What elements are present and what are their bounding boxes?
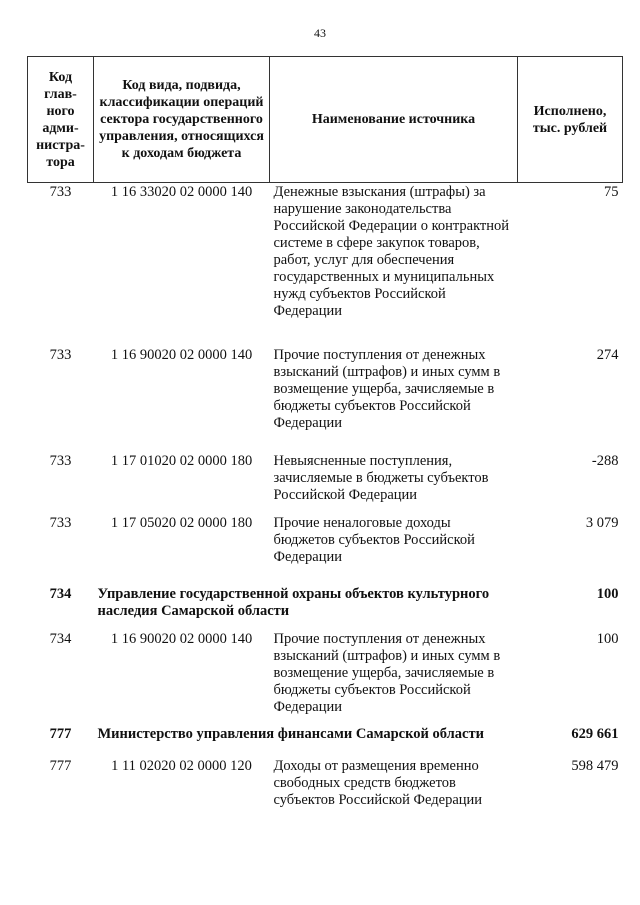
header-classification-code: Код вида, подвида, классификации операций сектора государственного управления, относящихся к доходам бюджета	[94, 57, 270, 183]
amount-cell: 274	[596, 347, 619, 363]
admin-code-cell: 777	[49, 758, 72, 774]
admin-code-cell: 733	[49, 347, 72, 363]
group-row-777	[28, 726, 623, 743]
classification-code-cell: 1 16 90020 02 0000 140	[110, 631, 253, 647]
classification-code-cell: 1 17 05020 02 0000 180	[110, 515, 253, 531]
source-name-cell: Прочие неналоговые доходы бюджетов субъектов Российской Федерации	[273, 515, 475, 565]
group-admin-code: 777	[49, 726, 72, 742]
table-row	[28, 346, 623, 432]
table-row	[28, 514, 623, 566]
group-title: Министерство управления финансами Самарской области	[97, 726, 484, 742]
group-admin-code: 734	[49, 586, 72, 602]
revenue-table	[27, 56, 623, 809]
amount-cell: 100	[596, 631, 619, 647]
source-name-cell: Денежные взыскания (штрафы) за нарушение законодательства Российской Федерации о контрактной системе в сфере закупок товаров, работ, услуг для обеспечения государственных и муниципальных нужд субъектов Российской Федерации	[273, 184, 510, 319]
table-header-row	[28, 57, 623, 183]
amount-cell: 75	[604, 184, 619, 200]
page-number: 43	[314, 26, 326, 40]
amount-cell: -288	[591, 453, 619, 469]
source-name-cell: Прочие поступления от денежных взысканий (штрафов) и иных сумм в возмещение ущерба, зачисляемые в бюджеты субъектов Российской Федерации	[273, 347, 501, 431]
group-amount: 100	[596, 586, 619, 602]
source-name-cell: Невыясненные поступления, зачисляемые в бюджеты субъектов Российской Федерации	[273, 453, 489, 503]
header-amount: Исполнено, тыс. рублей	[518, 57, 623, 183]
amount-cell: 3 079	[585, 515, 619, 531]
classification-code-cell: 1 16 33020 02 0000 140	[110, 184, 253, 200]
admin-code-cell: 733	[49, 453, 72, 469]
source-name-cell: Доходы от размещения временно свободных средств бюджетов субъектов Российской Федерации	[273, 758, 483, 808]
classification-code-cell: 1 16 90020 02 0000 140	[110, 347, 253, 363]
classification-code-cell: 1 17 01020 02 0000 180	[110, 453, 253, 469]
table-row	[28, 452, 623, 504]
admin-code-cell: 734	[49, 631, 72, 647]
admin-code-cell: 733	[49, 184, 72, 200]
header-source-name: Наименование источника	[270, 57, 518, 183]
table-row	[28, 630, 623, 716]
amount-cell: 598 479	[571, 758, 619, 774]
source-name-cell: Прочие поступления от денежных взысканий (штрафов) и иных сумм в возмещение ущерба, зачисляемые в бюджеты субъектов Российской Федерации	[273, 631, 501, 715]
group-row-734	[28, 586, 623, 620]
group-title: Управление государственной охраны объектов культурного наследия Самарской области	[97, 586, 490, 619]
header-admin-code: Код глав-ного адми-нистра-тора	[28, 57, 94, 183]
admin-code-cell: 733	[49, 515, 72, 531]
classification-code-cell: 1 11 02020 02 0000 120	[111, 758, 252, 774]
table-row	[28, 757, 623, 809]
group-amount: 629 661	[571, 726, 619, 742]
table-row	[28, 183, 623, 321]
